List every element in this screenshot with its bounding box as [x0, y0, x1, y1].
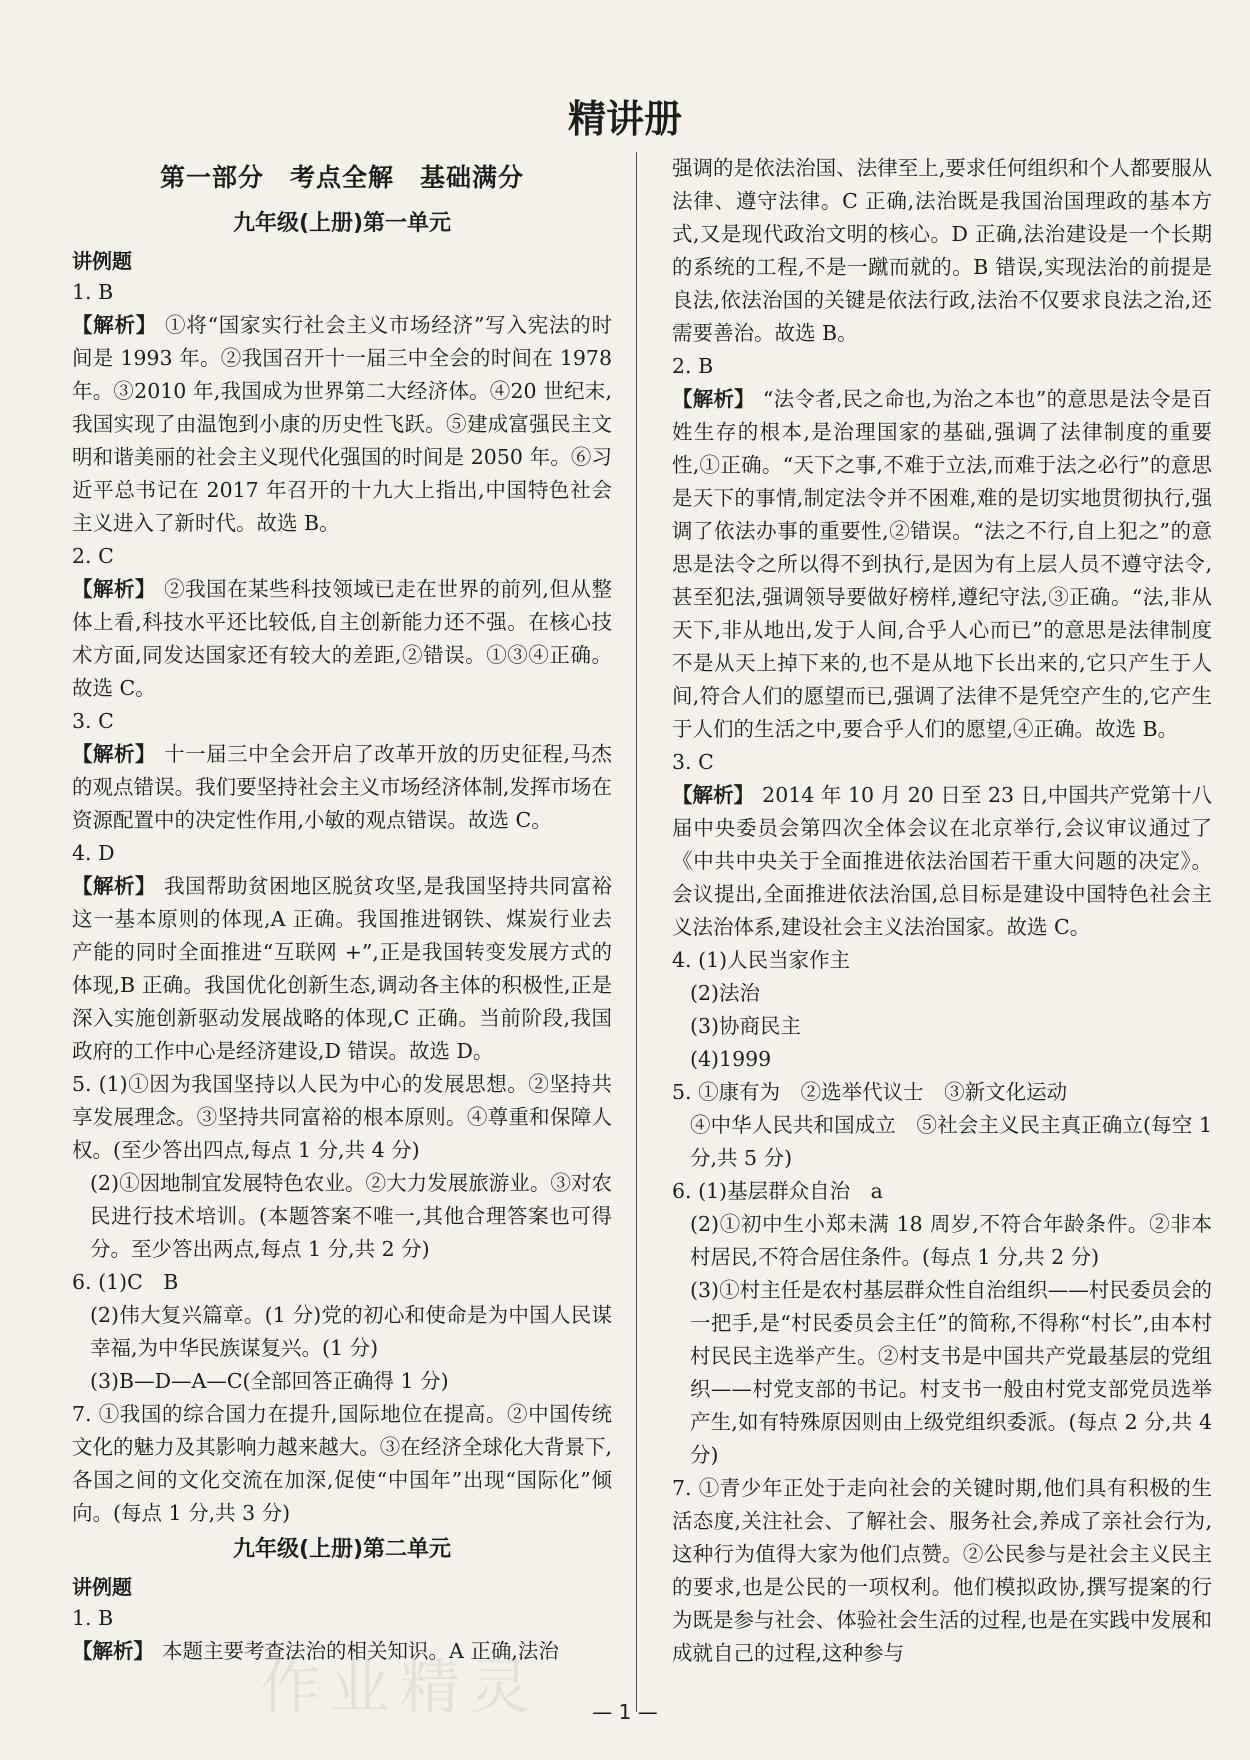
answer-item: (2)①初中生小郑未满 18 周岁,不符合年龄条件。②非本村居民,不符合居住条件。(每点 1 分,共 2 分) — [690, 1212, 1212, 1269]
analysis-paragraph: 强调的是依法治国、法律至上,要求任何组织和个人都要服从法律、遵守法律。C 正确,法治既是我国治国理政的基本方式,又是现代政治文明的核心。D 正确,法治建设是一个长期的系统的工程,不是一蹴而就的。B 错误,实现法治的前提是良法,依法治国的关键是依法行政,法治不仅要求良法之治,还需要善治。故选 B。 — [672, 156, 1212, 345]
analysis-paragraph: 【解析】 我国帮助贫困地区脱贫攻坚,是我国坚持共同富裕这一基本原则的体现,A 正确。我国推进钢铁、煤炭行业去产能的同时全面推进“互联网 +”,正是我国转变发展方式的体现,B 正确。我国优化创新生态,调动各主体的积极性,正是深入实施创新驱动发展战略的体现,C 正确。当前阶段,我国政府的工作中心是经济建设,D 错误。故选 D。 — [72, 874, 613, 1063]
answer-item: (3)协商民主 — [690, 1014, 802, 1038]
answer-item: 7. ①青少年正处于走向社会的关键时期,他们具有积极的生活态度,关注社会、了解社会、服务社会,养成了亲社会行为,这种行为值得大家为他们点赞。②公民参与是社会主义民主的要求,也是公民的一项权利。他们模拟政协,撰写提案的行为既是参与社会、体验社会生活的过程,也是在实践中发展和成就自己的过程,这种参与 — [672, 1476, 1212, 1665]
answer-number: 1. B — [72, 1606, 114, 1630]
answer-number: 3. C — [72, 709, 114, 733]
analysis-tag: 【解析】 — [72, 313, 158, 337]
answer-item: 6. (1)基层群众自治 a — [672, 1179, 883, 1203]
analysis-tag: 【解析】 — [72, 874, 157, 898]
analysis-tag: 【解析】 — [72, 577, 157, 601]
answer-item: (3)①村主任是农村基层群众性自治组织——村民委员会的一把手,是“村民委员会主任”的简称,不得称“村长”,由本村村民民主选举产生。②村支书是中国共产党最基层的党组织——村党支部的书记。村支书一般由村党支部党员选举产生,如有特殊原因则由上级党组织委派。(每点 2 分,共 4 分) — [690, 1278, 1212, 1467]
analysis-paragraph: 【解析】 ①将“国家实行社会主义市场经济”写入宪法的时间是 1993 年。②我国召开十一届三中全会的时间在 1978 年。③2010 年,我国成为世界第二大经济体。④20 世纪末,我国实现了由温饱到小康的历史性飞跃。⑤建成富强民主文明和谐美丽的社会主义现代化强国的时间是 2050 年。⑥习近平总书记在 2017 年召开的十九大上指出,中国特色社会主义进入了新时代。故选 B。 — [72, 313, 612, 535]
section-label: 讲例题 — [72, 249, 132, 273]
column-divider — [636, 152, 637, 1712]
answer-item: (4)1999 — [690, 1047, 772, 1071]
answer-item: 5. ①康有为 ②选举代议士 ③新文化运动 — [672, 1080, 1068, 1104]
answer-item: 7. ①我国的综合国力在提升,国际地位在提高。②中国传统文化的魅力及其影响力越来越大。③在经济全球化大背景下,各国之间的文化交流在加深,促使“中国年”出现“国际化”倾向。(每点 1 分,共 3 分) — [72, 1402, 612, 1525]
answer-number: 4. D — [72, 841, 115, 865]
right-column — [672, 152, 1212, 1670]
page-title: 精讲册 — [567, 97, 682, 141]
watermark: 作业精灵 — [260, 1653, 540, 1723]
answer-item: 5. (1)①因为我国坚持以人民为中心的发展思想。②坚持共享发展理念。③坚持共同富裕的根本原则。④尊重和保障人权。(至少答出四点,每点 1 分,共 4 分) — [72, 1072, 612, 1162]
analysis-tag: 【解析】 — [72, 742, 157, 766]
analysis-tag: 【解析】 — [672, 387, 755, 411]
analysis-paragraph: 【解析】 ②我国在某些科技领域已走在世界的前列,但从整体上看,科技水平还比较低,自主创新能力还不强。在核心技术方面,同发达国家还有较大的差距,②错误。①③④正确。故选 C。 — [72, 577, 613, 700]
unit-title-2: 九年级(上册)第二单元 — [232, 1537, 452, 1562]
answer-item: (3)B—D—A—C(全部回答正确得 1 分) — [90, 1369, 449, 1393]
answer-number: 3. C — [672, 750, 714, 774]
answer-item: 4. (1)人民当家作主 — [672, 948, 851, 972]
page-number: — 1 — — [592, 1700, 658, 1724]
answer-item: (2)伟大复兴篇章。(1 分)党的初心和使命是为中国人民谋幸福,为中华民族谋复兴。(1 分) — [90, 1303, 612, 1360]
answer-number: 1. B — [72, 280, 114, 304]
answer-item: (2)①因地制宜发展特色农业。②大力发展旅游业。③对农民进行技术培训。(本题答案不唯一,其他合理答案也可得分。至少答出两点,每点 1 分,共 2 分) — [90, 1171, 612, 1261]
answer-item: 6. (1)C B — [72, 1270, 179, 1294]
answer-item: (2)法治 — [690, 981, 761, 1005]
analysis-paragraph: 【解析】 本题主要考查法治的相关知识。A 正确,法治 — [72, 1639, 559, 1663]
analysis-tag: 【解析】 — [72, 1639, 154, 1663]
analysis-tag: 【解析】 — [672, 783, 755, 807]
unit-title-1: 九年级(上册)第一单元 — [232, 211, 452, 236]
left-column — [72, 152, 612, 1668]
answer-number: 2. C — [72, 544, 114, 568]
answer-item: ④中华人民共和国成立 ⑤社会主义民主真正确立(每空 1 分,共 5 分) — [690, 1113, 1212, 1170]
analysis-paragraph: 【解析】 “法令者,民之命也,为治之本也”的意思是法令是百姓生存的根本,是治理国家的基础,强调了法律制度的重要性,①正确。“天下之事,不难于立法,而难于法之必行”的意思是天下的事情,制定法令并不困难,难的是切实地贯彻执行,强调了依法办事的重要性,②错误。“法之不行,自上犯之”的意思是法令之所以得不到执行,是因为有上层人员不遵守法令,甚至犯法,强调领导要做好榜样,遵纪守法,③正确。“法,非从天下,非从地出,发于人间,合乎人心而已”的意思是法律制度不是从天上掉下来的,也不是从地下长出来的,它只产生于人间,符合人们的愿望而已,强调了法律不是凭空产生的,它产生于人们的生活之中,要合乎人们的愿望,④正确。故选 B。 — [672, 387, 1212, 741]
part-title: 第一部分 考点全解 基础满分 — [159, 163, 524, 192]
analysis-paragraph: 【解析】 2014 年 10 月 20 日至 23 日,中国共产党第十八届中央委员会第四次全体会议在北京举行,会议审议通过了《中共中央关于全面推进依法治国若干重大问题的决定》。会议提出,全面推进依法治国,总目标是建设中国特色社会主义法治体系,建设社会主义法治国家。故选 C。 — [672, 783, 1212, 939]
analysis-paragraph: 【解析】 十一届三中全会开启了改革开放的历史征程,马杰的观点错误。我们要坚持社会主义市场经济体制,发挥市场在资源配置中的决定性作用,小敏的观点错误。故选 C。 — [72, 742, 613, 832]
answer-number: 2. B — [672, 354, 714, 378]
section-label: 讲例题 — [72, 1575, 132, 1599]
